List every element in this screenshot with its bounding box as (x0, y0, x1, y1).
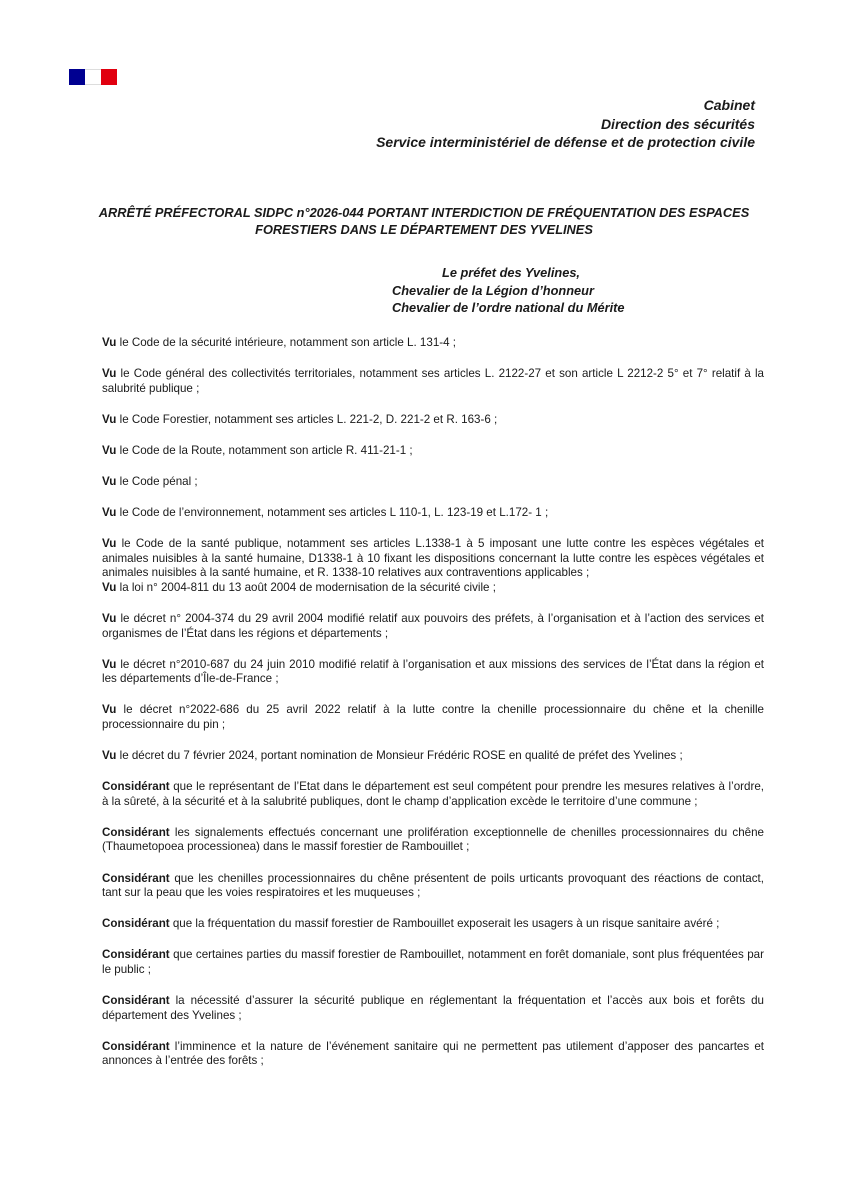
paragraph-lead: Considérant (102, 994, 170, 1008)
flag-blue-band (69, 69, 85, 85)
paragraph-lead: Vu (102, 506, 117, 520)
document-title (85, 204, 763, 238)
header-line-cabinet: Cabinet (703, 97, 755, 113)
prefect-honor-1: Chevalier de la Légion d’honneur (392, 282, 594, 298)
paragraph (102, 872, 764, 901)
paragraph (102, 917, 764, 932)
paragraph (102, 581, 764, 596)
paragraph-text: le Code pénal ; (116, 474, 198, 488)
paragraph-text: le Code Forestier, notamment ses articles L. 221-2, D. 221-2 et R. 163-6 ; (116, 412, 498, 426)
paragraph-text: que les chenilles processionnaires du chêne présentent de poils urticants provoquant des réactions de contact, tant sur la peau que les voies respiratoires et les muqueuses ; (102, 871, 764, 900)
paragraph-lead: Considérant (102, 871, 170, 885)
flag-white-band (85, 69, 101, 85)
title-line-2: FORESTIERS DANS LE DÉPARTEMENT DES YVELINES (255, 222, 593, 237)
paragraph (102, 658, 764, 687)
paragraph-lead: Vu (102, 612, 117, 626)
paragraph-text: le décret n°2022-686 du 25 avril 2022 relatif à la lutte contre la chenille processionnaire du chêne et la chenille processionnaire du pin ; (102, 703, 764, 731)
paragraph (102, 948, 764, 977)
prefect-block (392, 264, 625, 317)
paragraph (102, 336, 764, 351)
paragraph-text: le Code de la Route, notamment son article R. 411-21-1 ; (116, 443, 413, 457)
prefect-honor-2: Chevalier de l’ordre national du Mérite (392, 300, 625, 315)
paragraph (102, 1040, 764, 1069)
paragraph (102, 780, 764, 809)
header-line-direction: Direction des sécurités (600, 115, 755, 132)
paragraph (102, 749, 764, 764)
paragraph-text: la nécessité d’assurer la sécurité publique en réglementant la fréquentation et l’accès aux bois et forêts du département des Yvelines ; (102, 994, 764, 1022)
paragraph-text: le décret du 7 février 2024, portant nomination de Monsieur Frédéric ROSE en qualité de préfet des Yvelines ; (116, 749, 683, 763)
flag-red-band (101, 69, 117, 85)
paragraph (102, 444, 764, 459)
paragraph-lead: Considérant (102, 948, 170, 962)
paragraph-lead: Vu (102, 537, 117, 551)
republique-francaise-logo (69, 69, 117, 85)
paragraph-lead: Vu (102, 443, 117, 457)
paragraph-text: le Code de la santé publique, notamment ses articles L.1338-1 à 5 imposant une lutte contre les espèces végétales et animales nuisibles à la santé humaine, D1338-1 à 10 fixant les dispositions concernant la lutte contre les espèces végétales et animales nuisibles à la santé humaine, et R. 1338-10 relatives aux contraventions applicables ; (102, 537, 764, 580)
paragraph (102, 537, 764, 581)
paragraph-text: que le représentant de l’Etat dans le département est seul compétent pour prendre les mesures relatives à l’ordre, à la sûreté, à la sécurité et à la salubrité publiques, dont le champ d’application excède le territoire d’une commune ; (102, 780, 764, 808)
paragraph (102, 826, 764, 855)
paragraph-lead: Vu (102, 336, 117, 349)
paragraph (102, 413, 764, 428)
paragraph-lead: Vu (102, 412, 117, 426)
paragraph-lead: Considérant (102, 917, 170, 931)
paragraph (102, 703, 764, 732)
paragraph (102, 506, 764, 521)
prefect-name: Le préfet des Yvelines, (442, 265, 580, 280)
paragraph-lead: Considérant (102, 825, 170, 839)
paragraph-text: la loi n° 2004-811 du 13 août 2004 de modernisation de la sécurité civile ; (116, 580, 496, 594)
paragraph-lead: Considérant (102, 1039, 170, 1053)
paragraph (102, 475, 764, 490)
paragraph (102, 367, 764, 396)
paragraph-text: l’imminence et la nature de l’événement sanitaire qui ne permettent pas utilement d’apposer des pancartes et annonces à l’entrée des forêts ; (102, 1039, 764, 1068)
paragraph-lead: Considérant (102, 780, 170, 794)
paragraph (102, 612, 764, 641)
service-header (376, 96, 755, 152)
paragraph-lead: Vu (102, 703, 117, 717)
paragraph (102, 994, 764, 1023)
paragraph-lead: Vu (102, 657, 117, 671)
paragraph-lead: Vu (102, 474, 117, 488)
paragraph-text: le décret n°2010-687 du 24 juin 2010 modifié relatif à l’organisation et aux missions des services de l’État dans la région et les départements d’Île-de-France ; (102, 657, 764, 686)
paragraph-text: les signalements effectués concernant une prolifération exceptionnelle de chenilles processionnaires du chêne (Thaumetopoea processionea) dans le massif forestier de Rambouillet ; (102, 825, 764, 854)
header-line-service: Service interministériel de défense et de protection civile (376, 134, 755, 150)
paragraph-text: le décret n° 2004-374 du 29 avril 2004 modifié relatif aux pouvoirs des préfets, à l’organisation et à l’action des services et organismes de l’État dans les régions et départements ; (102, 612, 764, 640)
paragraph-text: que certaines parties du massif forestier de Rambouillet, notamment en forêt domaniale, sont plus fréquentées par le public ; (102, 948, 764, 976)
document-body (102, 336, 764, 1085)
paragraph-lead: Vu (102, 580, 117, 594)
paragraph-text: que la fréquentation du massif forestier de Rambouillet exposerait les usagers à un risque sanitaire avéré ; (169, 917, 720, 931)
paragraph-lead: Vu (102, 749, 117, 763)
paragraph-lead: Vu (102, 367, 117, 381)
title-line-1: ARRÊTÉ PRÉFECTORAL SIDPC n°2026-044 PORTANT INTERDICTION DE FRÉQUENTATION DES ESPACES (98, 205, 750, 220)
paragraph-text: le Code de la sécurité intérieure, notamment son article L. 131-4 ; (116, 336, 457, 349)
paragraph-text: le Code de l’environnement, notamment ses articles L 110-1, L. 123-19 et L.172- 1 ; (116, 506, 549, 520)
paragraph-text: le Code général des collectivités territoriales, notamment ses articles L. 2122-27 et son article L 2212-2 5° et 7° relatif à la salubrité publique ; (102, 367, 764, 395)
